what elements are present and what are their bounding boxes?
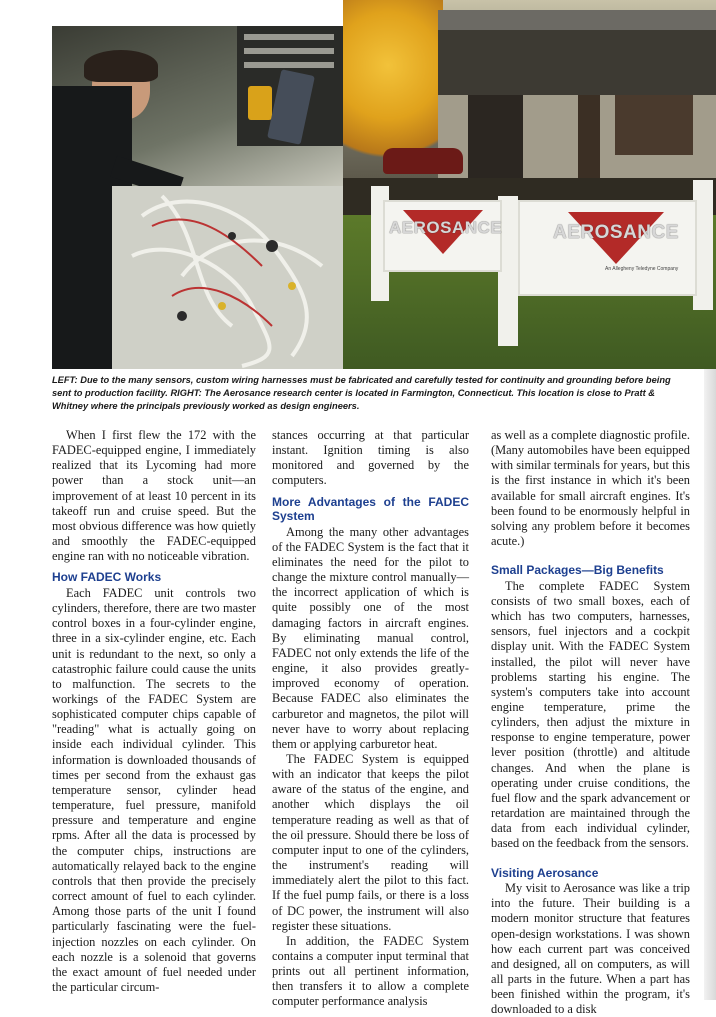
article-column-1	[52, 428, 256, 995]
paragraph: The FADEC System is equipped with an indicator that keeps the pilot aware of the status of the engine, and another which displays the oil temperature reading as well as that of the oil pressure. Should there be loss of computer input to one of the cylinders, the instrument's reading will immediately alert the pilot to this fact. If the fuel pump fails, or there is a loss of DC power, the instrument will also register these situations.	[272, 751, 469, 933]
paragraph: as well as a complete diagnostic profile. (Many automobiles have been equipped with similar terminals for years, but this is the first instance in which it's been available for small aircraft engines. It's been found to be enormously helpful in solving any problem before it becomes acute.)	[491, 428, 690, 549]
paragraph: The complete FADEC System consists of two small boxes, each of which has two computers, harnesses, sensors, fuel injectors and a cockpit display unit. With the FADEC System installed, the pilot will never have problems starting his engine. The system's computers take into account engine temperature, prime the cylinders, then adjust the mixture in response to engine temperature, power lever position (throttle) and altitude changes. And when the plane is operating under cruise conditions, the fuel flow and the spark advancement or retardation are maintained through the data from each individual cylinder, based on the feedback from the sensors.	[491, 578, 690, 851]
aerosance-building-photo	[343, 0, 716, 369]
parked-car	[383, 148, 463, 174]
paragraph: Each FADEC unit controls two cylinders, therefore, there are two master control boxes in a four-cylinder engine, three in a six-cylinder engine, etc. Each unit is redundant to the next, so only a catastrophic failure could cause the units to malfunction. The secrets to the workings of the FADEC System are sophisticated computer chips capable of "reading" what is actually going on inside each individual cylinder. This information is downloaded thousands of times per second from the exhaust gas temperature sensor, cylinder head temperature, fuel pressure, manifold pressure and temperature and engine rpms. After all the data is processed by the computer chips, instructions are automatically relayed back to the engine controls that then provide the precisely correct amount of fuel to each cylinder. Among those parts of the unit I found particularly fascinating were the fuel-injection nozzles on each cylinder. On each nozzle is a solenoid that governs the exact amount of fuel needed under the particular circum-	[52, 585, 256, 994]
paragraph: Among the many other advantages of the FADEC System is the fact that it eliminates the need for the pilot to change the mixture control manually—the incorrect application of which is quite possibly one of the most damaging factors in aircraft engines. By eliminating manual control, FADEC not only extends the life of the engine, it also provides greatly-improved economy of operation. Because FADEC also eliminates the carburetor and magnetos, the pilot will never have to worry about replacing them or applying carburetor heat.	[272, 524, 469, 751]
paragraph: stances occurring at that particular instant. Ignition timing is also monitored and governed by the computers.	[272, 428, 469, 488]
sign-text-left: AEROSANCE	[389, 218, 503, 237]
section-heading-small-packages: Small Packages—Big Benefits	[491, 563, 664, 578]
section-heading-more-advantages: More Advantages of the FADEC System	[272, 494, 469, 524]
article-column-2	[272, 428, 469, 1010]
wiring-harness-photo	[52, 26, 343, 369]
paragraph: My visit to Aerosance was like a trip into the future. Their building is a modern monitor structure that features open-design workstations. I was shown how each current part was conceived and designed, all on computers, as will all parts in the future. When a part has been finished within the program, it's downloaded to a disk	[491, 881, 690, 1017]
article-column-3	[491, 428, 690, 1017]
paragraph: In addition, the FADEC System contains a computer input terminal that prints out all pertinent information, then transfers it to allow a complete computer performance analysis	[272, 933, 469, 1009]
wiring-harness-illustration	[122, 176, 343, 369]
sign-text-right: AEROSANCE	[553, 222, 679, 243]
section-heading-how-fadec-works: How FADEC Works	[52, 570, 162, 585]
section-heading-visiting-aerosance: Visiting Aerosance	[491, 865, 599, 880]
paragraph: When I first flew the 172 with the FADEC-equipped engine, I immediately realized that its Lycoming had more power than a stock unit—an improvement of at least 10 percent in its takeoff run and cruise speed. But the most obvious difference was how quietly and smoothly the FADEC-equipped engine ran with no noticeable vibration.	[52, 428, 256, 564]
autumn-tree	[343, 0, 443, 170]
sign-tagline: An Allegheny Teledyne Company	[605, 266, 679, 272]
photo-caption: LEFT: Due to the many sensors, custom wiring harnesses must be fabricated and carefully tested for continuity and grounding before being sent to production facility. RIGHT: The Aerosance research center is located in Farmington, Connecticut. This location is close to Pratt & Whitney where the principals previously worked as design engineers.	[52, 375, 671, 411]
